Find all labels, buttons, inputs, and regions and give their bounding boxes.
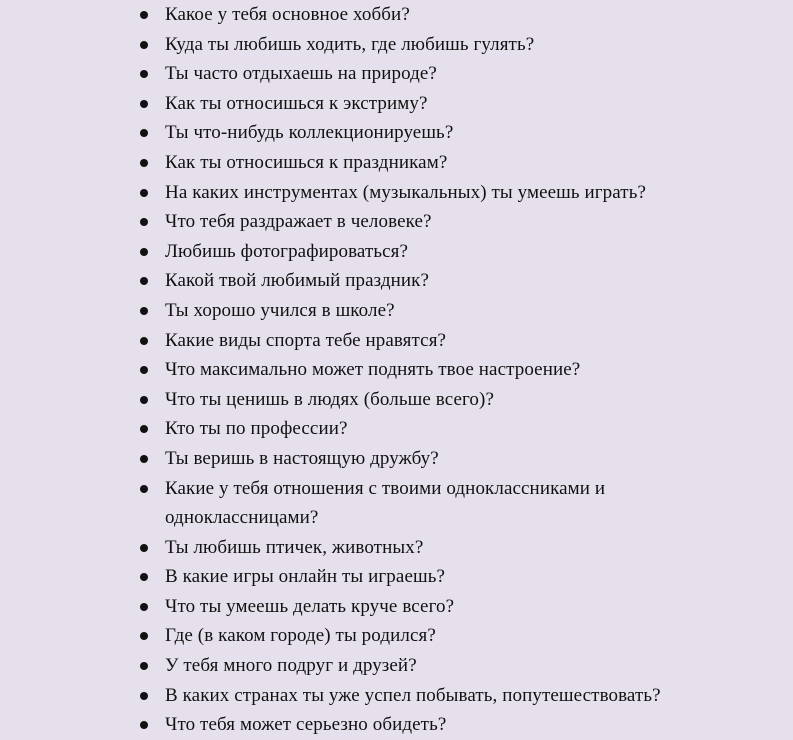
list-item: [0, 266, 793, 296]
bullet-icon: [140, 425, 148, 433]
bullet-icon: [140, 337, 148, 345]
bullet-icon: [140, 307, 148, 315]
bullet-icon: [140, 70, 148, 78]
question-text: Как ты относишься к праздникам?: [165, 151, 448, 173]
list-item: [0, 621, 793, 651]
question-text: Что максимально может поднять твое настроение?: [165, 359, 581, 381]
list-item: [0, 414, 793, 444]
bullet-icon: [140, 662, 148, 670]
list-item: [0, 385, 793, 415]
question-text: Какие у тебя отношения с твоими одноклассниками и одноклассницами?: [165, 477, 606, 529]
question-text: Что ты умеешь делать круче всего?: [165, 595, 455, 617]
bullet-icon: [140, 573, 148, 581]
list-item: [0, 30, 793, 60]
bullet-icon: [140, 603, 148, 611]
bullet-icon: [140, 721, 148, 729]
question-text: Как ты относишься к экстриму?: [165, 92, 428, 114]
bullet-icon: [140, 692, 148, 700]
question-text: Ты что-нибудь коллекционируешь?: [165, 122, 454, 144]
list-item: [0, 207, 793, 237]
list-item: [0, 592, 793, 622]
list-item: [0, 296, 793, 326]
bullet-icon: [140, 100, 148, 108]
list-item: [0, 562, 793, 592]
bullet-icon: [140, 277, 148, 285]
question-text: Ты хорошо учился в школе?: [165, 299, 395, 321]
list-item: [0, 681, 793, 711]
list-item: [0, 59, 793, 89]
question-text: Куда ты любишь ходить, где любишь гулять?: [165, 33, 535, 55]
list-item: [0, 148, 793, 178]
bullet-icon: [140, 159, 148, 167]
question-text: В каких странах ты уже успел побывать, попутешествовать?: [165, 684, 661, 706]
bullet-icon: [140, 396, 148, 404]
list-item: [0, 178, 793, 208]
list-item: [0, 355, 793, 385]
list-item: [0, 474, 793, 533]
list-item: [0, 0, 793, 30]
list-item: [0, 237, 793, 267]
question-text: Какое у тебя основное хобби?: [165, 4, 410, 25]
list-item: [0, 89, 793, 119]
question-text: Какой твой любимый праздник?: [165, 270, 430, 292]
question-text: Ты любишь птичек, животных?: [165, 536, 424, 558]
bullet-icon: [140, 248, 148, 256]
list-item: [0, 326, 793, 356]
question-text: Что ты ценишь в людях (больше всего)?: [165, 388, 494, 410]
question-text: Что тебя может серьезно обидеть?: [165, 714, 447, 736]
bullet-icon: [140, 366, 148, 374]
list-item: [0, 533, 793, 563]
question-text: Что тебя раздражает в человеке?: [165, 211, 432, 233]
bullet-icon: [140, 455, 148, 463]
list-item: [0, 118, 793, 148]
list-item: [0, 710, 793, 740]
question-text: Какие виды спорта тебе нравятся?: [165, 329, 447, 351]
question-text: Где (в каком городе) ты родился?: [165, 625, 436, 647]
bullet-icon: [140, 632, 148, 640]
question-text: Любишь фотографироваться?: [165, 240, 409, 262]
question-text: В какие игры онлайн ты играешь?: [165, 566, 446, 588]
bullet-icon: [140, 485, 148, 493]
question-text: Кто ты по профессии?: [165, 418, 348, 440]
list-item: [0, 651, 793, 681]
bullet-icon: [140, 11, 148, 19]
bullet-icon: [140, 544, 148, 552]
list-item: [0, 444, 793, 474]
bullet-icon: [140, 41, 148, 49]
question-text: Ты веришь в настоящую дружбу?: [165, 447, 439, 469]
question-text: На каких инструментах (музыкальных) ты умеешь играть?: [165, 181, 647, 203]
bullet-icon: [140, 129, 148, 137]
question-text: У тебя много подруг и друзей?: [165, 655, 417, 677]
bullet-icon: [140, 189, 148, 197]
question-text: Ты часто отдыхаешь на природе?: [165, 63, 437, 85]
bullet-icon: [140, 218, 148, 226]
